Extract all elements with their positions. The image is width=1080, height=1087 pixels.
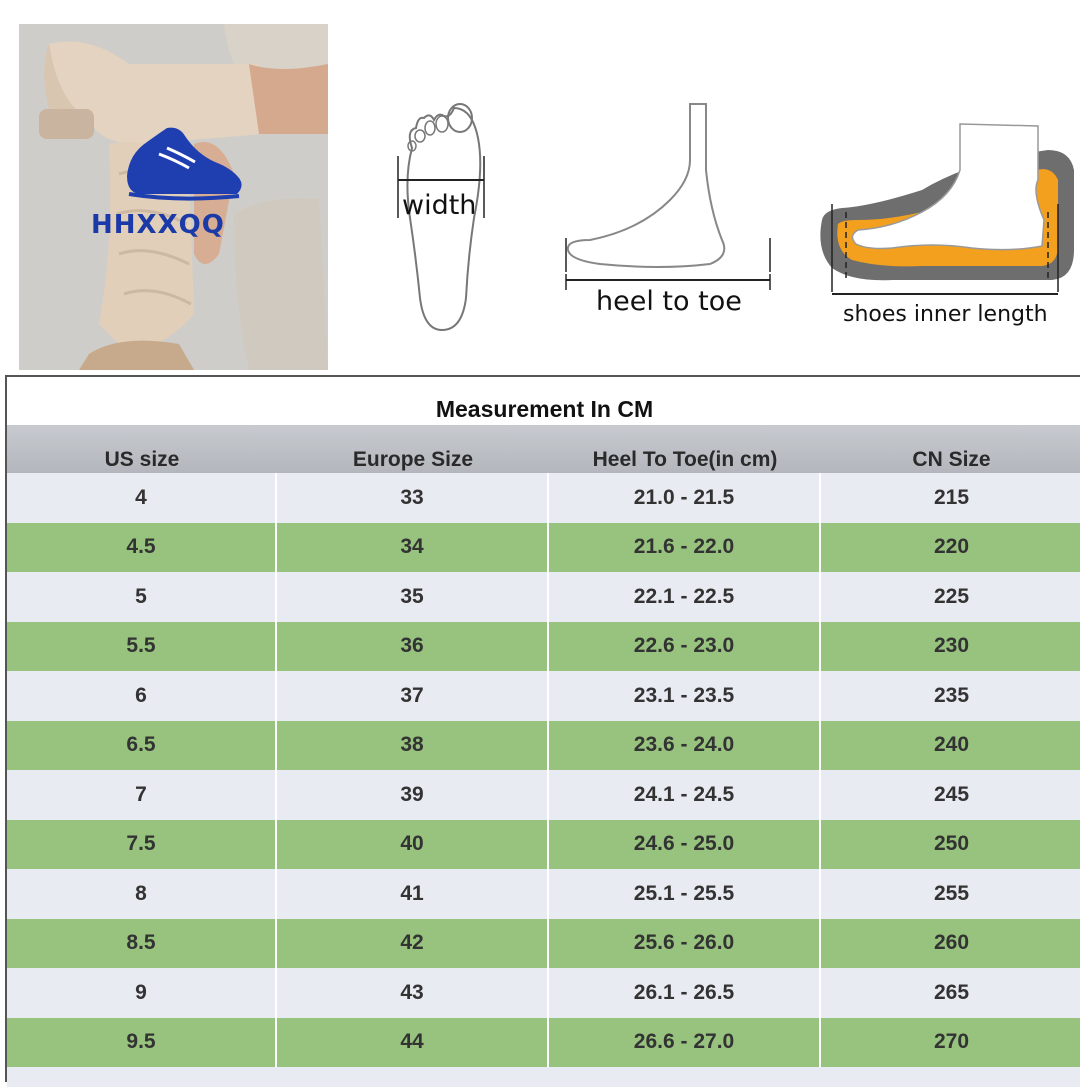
cn-size-cell: 240 — [933, 733, 970, 757]
header-europe-size: Europe Size — [352, 448, 474, 471]
us-size-cell: 8 — [7, 869, 277, 919]
europe-size-cell: 38 — [277, 721, 549, 771]
us-size-cell: 4.5 — [7, 523, 277, 573]
heel-to-toe-cell: 24.1 - 24.5 — [549, 770, 821, 820]
us-size-cell: 5 — [7, 572, 277, 622]
heel-to-toe-cell: 23.1 - 23.5 — [549, 671, 821, 721]
us-size-cell: 7.5 — [7, 820, 277, 870]
table-row — [7, 770, 1080, 820]
table-row — [7, 919, 1080, 969]
table-row — [7, 473, 1080, 523]
europe-size-cell: 35 — [277, 572, 549, 622]
europe-size-cell: 40 — [277, 820, 549, 870]
heel-to-toe-cell: 26.6 - 27.0 — [549, 1018, 821, 1068]
us-size-cell: 9.5 — [7, 1018, 277, 1068]
europe-size-cell: 41 — [277, 869, 549, 919]
europe-size-cell: 44 — [277, 1018, 549, 1068]
us-size-cell: 7 — [7, 770, 277, 820]
size-chart-table — [5, 375, 1080, 1082]
cn-size-cell: 265 — [933, 980, 970, 1004]
us-size-cell: 8.5 — [7, 919, 277, 969]
europe-size-cell: 42 — [277, 919, 549, 969]
us-size-cell: 9 — [7, 968, 277, 1018]
header-cn-size: CN Size — [912, 448, 991, 471]
heel-to-toe-label: heel to toe — [596, 286, 742, 317]
cn-size-cell: 230 — [933, 634, 970, 658]
us-size-cell: 5.5 — [7, 622, 277, 672]
cn-size-cell: 215 — [933, 485, 970, 509]
europe-size-cell: 37 — [277, 671, 549, 721]
table-row — [7, 671, 1080, 721]
product-photo — [19, 24, 328, 370]
header-us-size: US size — [104, 448, 180, 471]
table-row — [7, 968, 1080, 1018]
cn-size-cell: 250 — [933, 832, 970, 856]
table-header-row — [7, 425, 1080, 473]
table-row — [7, 820, 1080, 870]
table-row-partial — [7, 1067, 1080, 1087]
shoes-inner-length-label: shoes inner length — [843, 302, 1048, 327]
width-label: width — [402, 190, 477, 221]
heel-to-toe-cell: 26.1 - 26.5 — [549, 968, 821, 1018]
cn-size-cell: 270 — [933, 1030, 970, 1054]
table-row — [7, 869, 1080, 919]
shoe-inner-length-diagram — [812, 120, 1080, 335]
europe-size-cell: 34 — [277, 523, 549, 573]
cn-size-cell: 235 — [933, 683, 970, 707]
table-row — [7, 721, 1080, 771]
table-title: Measurement In CM — [7, 377, 1080, 425]
us-size-cell: 6.5 — [7, 721, 277, 771]
table-row — [7, 622, 1080, 672]
knit-boots-illustration — [19, 24, 328, 370]
europe-size-cell: 43 — [277, 968, 549, 1018]
europe-size-cell: 33 — [277, 473, 549, 523]
europe-size-cell: 36 — [277, 622, 549, 672]
cn-size-cell: 245 — [933, 782, 970, 806]
table-row — [7, 523, 1080, 573]
us-size-cell: 6 — [7, 671, 277, 721]
cn-size-cell: 220 — [933, 535, 970, 559]
cn-size-cell: 260 — [933, 931, 970, 955]
cn-size-cell: 255 — [933, 881, 970, 905]
foot-width-diagram — [390, 98, 495, 338]
heel-to-toe-cell: 21.0 - 21.5 — [549, 473, 821, 523]
table-row — [7, 1018, 1080, 1068]
heel-to-toe-cell: 25.6 - 26.0 — [549, 919, 821, 969]
heel-to-toe-cell: 23.6 - 24.0 — [549, 721, 821, 771]
heel-to-toe-cell: 22.6 - 23.0 — [549, 622, 821, 672]
heel-to-toe-diagram — [560, 100, 775, 325]
header-heel-to-toe: Heel To Toe(in cm) — [592, 448, 778, 471]
heel-to-toe-cell: 22.1 - 22.5 — [549, 572, 821, 622]
brand-logo-text: HHXXQQ — [91, 210, 225, 240]
europe-size-cell: 39 — [277, 770, 549, 820]
cn-size-cell: 225 — [933, 584, 970, 608]
heel-to-toe-cell: 25.1 - 25.5 — [549, 869, 821, 919]
us-size-cell: 4 — [7, 473, 277, 523]
heel-to-toe-cell: 24.6 - 25.0 — [549, 820, 821, 870]
heel-to-toe-cell: 21.6 - 22.0 — [549, 523, 821, 573]
table-row — [7, 572, 1080, 622]
